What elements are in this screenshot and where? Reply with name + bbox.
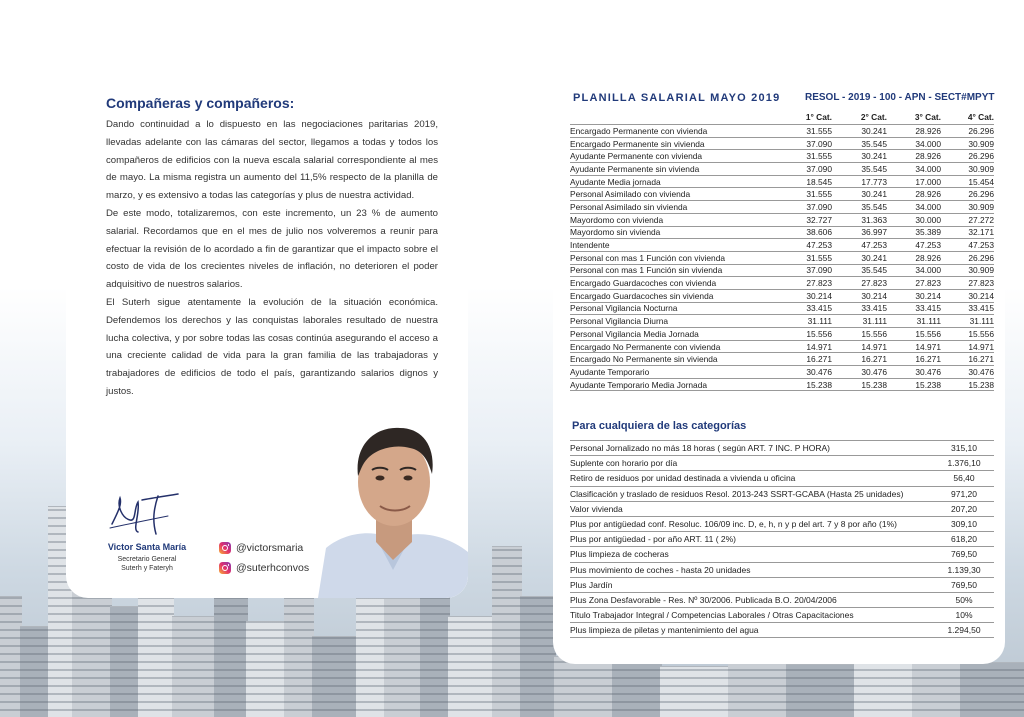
table-row	[570, 163, 994, 176]
cell-value: 10%	[934, 608, 994, 623]
table-row	[570, 137, 994, 150]
cell-value: 315,10	[934, 441, 994, 456]
extras-title: Para cualquiera de las categorías	[572, 420, 747, 432]
cell-value: 15.556	[941, 328, 994, 341]
table-row	[570, 608, 994, 623]
instagram-icon	[219, 542, 231, 554]
row-label: Plus Zona Desfavorable - Res. Nº 30/2006. Publicada B.O. 20/04/2006	[570, 592, 934, 607]
cell-value: 15.556	[782, 328, 832, 341]
cell-value: 33.415	[887, 302, 941, 315]
signer-role-org: Suterh y Fateryh	[121, 565, 173, 572]
column-header: 4° Cat.	[967, 111, 994, 122]
row-label: Clasificación y traslado de residuos Resol. 2013-243 SSRT-GCABA (Hasta 25 unidades)	[570, 486, 934, 501]
table-row	[570, 456, 994, 471]
cell-value: 38.606	[782, 226, 832, 239]
cell-value: 618,20	[934, 532, 994, 547]
cell-value: 27.823	[941, 277, 994, 290]
cell-value: 15.238	[887, 378, 941, 391]
row-label: Personal Asimilado sin vivienda	[570, 201, 782, 214]
cell-value: 16.271	[941, 353, 994, 366]
letter-paragraph: De este modo, totalizaremos, con este incremento, un 23 % de aumento salarial. Recordamos que en el mes de julio nos volveremos a reunir para efectuar la revisión de lo acordado a fin de garantizar que el impacto sobre el costo de vida de los crecientes niveles de inflación, no deterioren el poder adquisitivo de nuestros salarios.	[106, 207, 438, 291]
cell-value: 769,50	[934, 577, 994, 592]
table-row	[570, 532, 994, 547]
table-row	[570, 175, 994, 188]
cell-value: 37.090	[782, 264, 832, 277]
table-row	[570, 547, 994, 562]
table-row	[570, 264, 994, 277]
cell-value: 35.545	[832, 264, 887, 277]
column-header: 1° Cat.	[805, 111, 832, 122]
table-row	[570, 188, 994, 201]
social-handle-victorsmaria[interactable]	[219, 542, 303, 554]
cell-value: 31.555	[782, 150, 832, 163]
cell-value: 35.545	[832, 201, 887, 214]
cell-value: 15.454	[941, 175, 994, 188]
cell-value: 30.909	[941, 264, 994, 277]
table-row	[570, 562, 994, 577]
table-row	[570, 441, 994, 456]
table-row	[570, 623, 994, 638]
row-label: Plus por antigüedad conf. Resoluc. 106/09 inc. D, e, h, n y p del art. 7 y 8 por año (1%)	[570, 516, 934, 531]
table-row	[570, 226, 994, 239]
table-row	[570, 289, 994, 302]
row-label: Encargado Guardacoches sin vivienda	[570, 289, 782, 302]
cell-value: 37.090	[782, 137, 832, 150]
column-header: 2° Cat.	[860, 111, 887, 122]
signer-name: Victor Santa María	[107, 542, 187, 552]
cell-value: 56,40	[934, 471, 994, 486]
letter-title: Compañeras y compañeros:	[106, 95, 295, 111]
cell-value: 30.241	[832, 188, 887, 201]
table-row	[570, 516, 994, 531]
cell-value: 35.545	[832, 163, 887, 176]
table-row	[570, 277, 994, 290]
cell-value: 30.909	[941, 201, 994, 214]
cell-value: 14.971	[887, 340, 941, 353]
letter-paragraph: Dando continuidad a lo dispuesto en las negociaciones paritarias 2019, llevadas adelante con las cámaras del sector, llegamos a todas y todos los compañeros de edificios con la nueva escala salarial correspondiente al mes de mayo. La misma registra un aumento del 11,5% respecto de la planilla de marzo, y es extensivo a todas las categorías y plus de nuestra actividad.	[106, 119, 438, 202]
table-row	[570, 592, 994, 607]
cell-value: 50%	[934, 592, 994, 607]
cell-value: 31.555	[782, 125, 832, 138]
cell-value: 31.363	[832, 213, 887, 226]
cell-value: 28.926	[887, 125, 941, 138]
salary-table-title: PLANILLA SALARIAL MAYO 2019	[573, 92, 781, 104]
table-row	[570, 577, 994, 592]
cell-value: 28.926	[887, 251, 941, 264]
row-label: Personal Vigilancia Media Jornada	[570, 328, 782, 341]
cell-value: 26.296	[941, 125, 994, 138]
cell-value: 27.823	[887, 277, 941, 290]
row-label: Ayudante Temporario Media Jornada	[570, 378, 782, 391]
table-row	[570, 315, 994, 328]
table-row	[570, 378, 994, 391]
cell-value: 32.727	[782, 213, 832, 226]
cell-value: 36.997	[832, 226, 887, 239]
salary-header-row	[570, 110, 994, 125]
row-label: Personal Vigilancia Diurna	[570, 315, 782, 328]
cell-value: 47.253	[782, 239, 832, 252]
cell-value: 30.241	[832, 251, 887, 264]
table-row	[570, 239, 994, 252]
row-label: Plus movimiento de coches - hasta 20 unidades	[570, 562, 934, 577]
signer-role-title: Secretario General	[117, 556, 177, 563]
cell-value: 16.271	[782, 353, 832, 366]
row-label: Ayudante Media jornada	[570, 175, 782, 188]
cell-value: 30.214	[941, 289, 994, 302]
cell-value: 47.253	[832, 239, 887, 252]
cell-value: 31.555	[782, 188, 832, 201]
row-label: Encargado Guardacoches con vivienda	[570, 277, 782, 290]
cell-value: 27.823	[782, 277, 832, 290]
cell-value: 28.926	[887, 188, 941, 201]
cell-value: 34.000	[887, 201, 941, 214]
cell-value: 30.000	[887, 213, 941, 226]
cell-value: 17.000	[887, 175, 941, 188]
social-handle-text: @victorsmaria	[236, 542, 304, 554]
cell-value: 14.971	[782, 340, 832, 353]
cell-value: 30.214	[887, 289, 941, 302]
row-label: Intendente	[570, 239, 782, 252]
row-label: Personal Vigilancia Nocturna	[570, 302, 782, 315]
cell-value: 15.238	[941, 378, 994, 391]
row-label: Titulo Trabajador Integral / Competencias Laborales / Otras Capacitaciones	[570, 608, 934, 623]
cell-value: 17.773	[832, 175, 887, 188]
extras-table	[570, 440, 994, 638]
cell-value: 30.909	[941, 163, 994, 176]
cell-value: 33.415	[832, 302, 887, 315]
blank-header	[570, 110, 782, 125]
instagram-icon	[219, 562, 231, 574]
cell-value: 35.389	[887, 226, 941, 239]
table-row	[570, 340, 994, 353]
row-label: Retiro de residuos por unidad destinada a vivienda u oficina	[570, 471, 934, 486]
row-label: Ayudante Permanente sin vivienda	[570, 163, 782, 176]
cell-value: 30.241	[832, 125, 887, 138]
cell-value: 27.272	[941, 213, 994, 226]
row-label: Personal con mas 1 Función con vivienda	[570, 251, 782, 264]
cell-value: 32.171	[941, 226, 994, 239]
table-row	[570, 471, 994, 486]
row-label: Encargado Permanente sin vivienda	[570, 137, 782, 150]
table-row	[570, 213, 994, 226]
row-label: Suplente con horario por día	[570, 456, 934, 471]
portrait-photo	[318, 420, 468, 598]
letter-paragraph: El Suterh sigue atentamente la evolución de la situación económica. Defendemos los derechos y las conquistas laborales resultado de nuestra lucha colectiva, y por sobre todas las cosas continúa asegurando el acceso a una creciente calidad de vida para la gran familia de las trabajadoras y trabajadores de edificios de todo el país, garantizando salarios dignos y justos.	[106, 296, 438, 397]
social-handle-suterhconvos[interactable]	[219, 562, 309, 574]
row-label: Encargado No Permanente con vivienda	[570, 340, 782, 353]
signer-role	[98, 555, 196, 573]
social-handle-text: @suterhconvos	[236, 562, 310, 574]
cell-value: 1.376,10	[934, 456, 994, 471]
cell-value: 34.000	[887, 264, 941, 277]
row-label: Mayordomo sin vivienda	[570, 226, 782, 239]
row-label: Plus Jardín	[570, 577, 934, 592]
cell-value: 33.415	[941, 302, 994, 315]
table-row	[570, 501, 994, 516]
cell-value: 30.476	[941, 366, 994, 379]
column-header: 3° Cat.	[914, 111, 941, 122]
cell-value: 14.971	[832, 340, 887, 353]
cell-value: 37.090	[782, 163, 832, 176]
cell-value: 31.111	[887, 315, 941, 328]
signature-image	[108, 490, 182, 536]
cell-value: 30.214	[782, 289, 832, 302]
table-row	[570, 251, 994, 264]
cell-value: 15.238	[832, 378, 887, 391]
row-label: Valor vivienda	[570, 501, 934, 516]
cell-value: 207,20	[934, 501, 994, 516]
row-label: Encargado No Permanente sin vivienda	[570, 353, 782, 366]
row-label: Personal con mas 1 Función sin vivienda	[570, 264, 782, 277]
table-row	[570, 486, 994, 501]
cell-value: 47.253	[941, 239, 994, 252]
cell-value: 31.111	[782, 315, 832, 328]
cell-value: 1.139,30	[934, 562, 994, 577]
table-row	[570, 201, 994, 214]
salary-table	[570, 110, 994, 391]
cell-value: 15.238	[782, 378, 832, 391]
cell-value: 26.296	[941, 251, 994, 264]
cell-value: 30.476	[782, 366, 832, 379]
row-label: Ayudante Temporario	[570, 366, 782, 379]
cell-value: 30.476	[832, 366, 887, 379]
cell-value: 30.241	[832, 150, 887, 163]
cell-value: 37.090	[782, 201, 832, 214]
table-row	[570, 150, 994, 163]
cell-value: 31.111	[941, 315, 994, 328]
cell-value: 33.415	[782, 302, 832, 315]
cell-value: 27.823	[832, 277, 887, 290]
row-label: Plus limpieza de cocheras	[570, 547, 934, 562]
cell-value: 769,50	[934, 547, 994, 562]
cell-value: 16.271	[832, 353, 887, 366]
cell-value: 14.971	[941, 340, 994, 353]
cell-value: 26.296	[941, 188, 994, 201]
cell-value: 18.545	[782, 175, 832, 188]
table-row	[570, 366, 994, 379]
cell-value: 30.909	[941, 137, 994, 150]
cell-value: 28.926	[887, 150, 941, 163]
cell-value: 1.294,50	[934, 623, 994, 638]
row-label: Personal Asimilado con vivienda	[570, 188, 782, 201]
cell-value: 15.556	[887, 328, 941, 341]
cell-value: 309,10	[934, 516, 994, 531]
cell-value: 15.556	[832, 328, 887, 341]
row-label: Plus por antigüedad - por año ART. 11 ( 2%)	[570, 532, 934, 547]
row-label: Mayordomo con vivienda	[570, 213, 782, 226]
cell-value: 16.271	[887, 353, 941, 366]
row-label: Encargado Permanente con vivienda	[570, 125, 782, 138]
row-label: Plus limpieza de piletas y mantenimiento del agua	[570, 623, 934, 638]
cell-value: 30.476	[887, 366, 941, 379]
cell-value: 34.000	[887, 137, 941, 150]
cell-value: 26.296	[941, 150, 994, 163]
row-label: Ayudante Permanente con vivienda	[570, 150, 782, 163]
cell-value: 31.555	[782, 251, 832, 264]
cell-value: 31.111	[832, 315, 887, 328]
table-row	[570, 353, 994, 366]
cell-value: 47.253	[887, 239, 941, 252]
table-row	[570, 302, 994, 315]
cell-value: 35.545	[832, 137, 887, 150]
cell-value: 971,20	[934, 486, 994, 501]
row-label: Personal Jornalizado no más 18 horas ( según ART. 7 INC. P HORA)	[570, 441, 934, 456]
cell-value: 30.214	[832, 289, 887, 302]
cell-value: 34.000	[887, 163, 941, 176]
table-row	[570, 328, 994, 341]
table-row	[570, 125, 994, 138]
letter-body	[106, 116, 438, 401]
resolution-reference: RESOL - 2019 - 100 - APN - SECT#MPYT	[805, 92, 995, 103]
